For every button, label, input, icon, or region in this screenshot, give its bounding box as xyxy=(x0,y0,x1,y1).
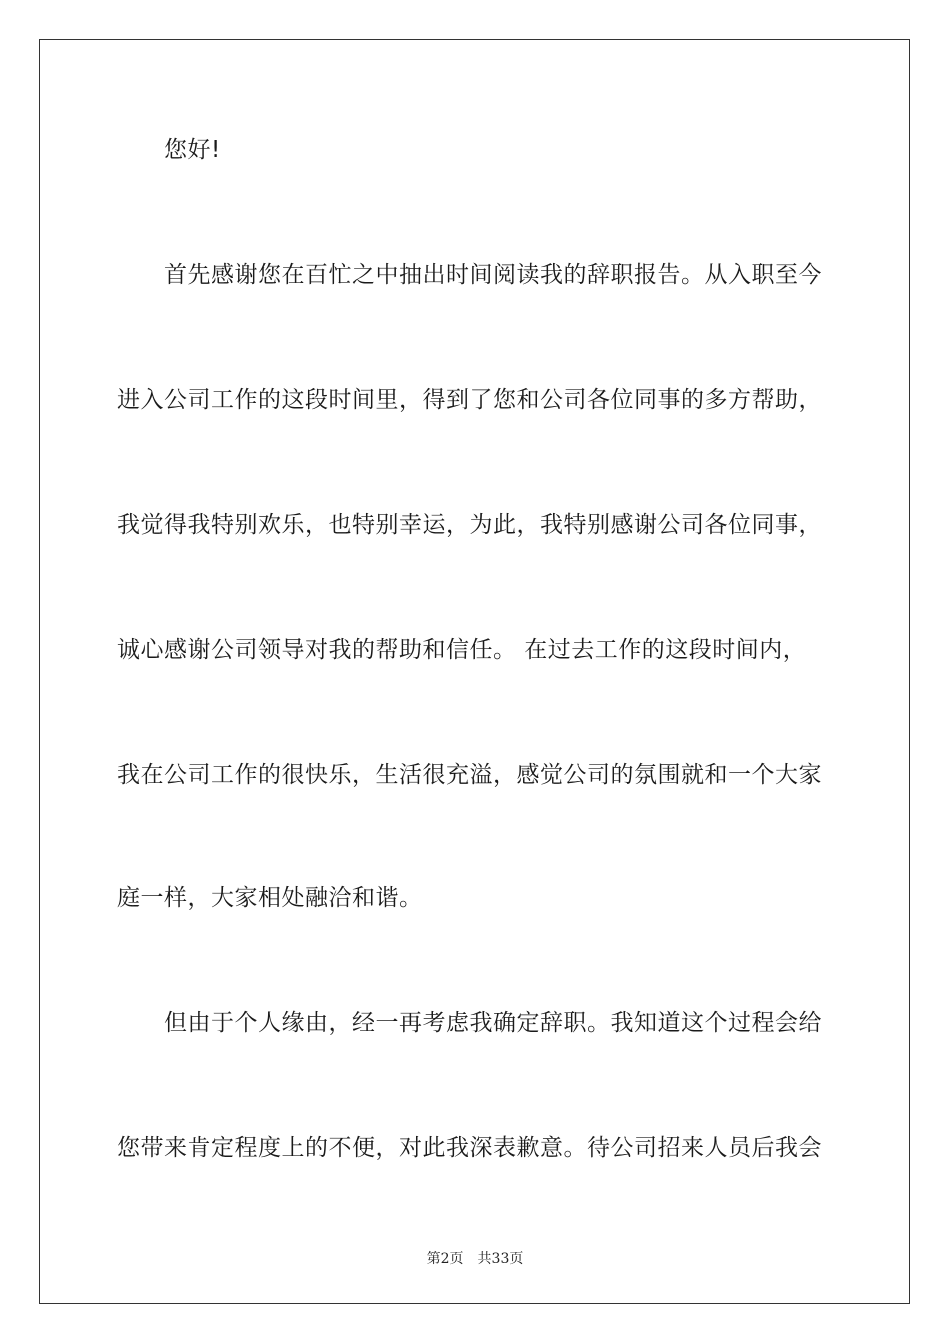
page-footer xyxy=(0,1248,950,1268)
page-total: 共33页 xyxy=(477,1251,524,1267)
paragraph-line-8: 您带来肯定程度上的不便，对此我深表歉意。待公司招来人员后我会 xyxy=(117,1135,822,1161)
paragraph-line-3: 我觉得我特别欢乐，也特别幸运，为此，我特别感谢公司各位同事， xyxy=(117,512,822,538)
paragraph-line-7: 但由于个人缘由，经一再考虑我确定辞职。我知道这个过程会给 xyxy=(164,1010,822,1036)
paragraph-line-1: 首先感谢您在百忙之中抽出时间阅读我的辞职报告。从入职至今 xyxy=(164,262,822,288)
paragraph-line-2: 进入公司工作的这段时间里，得到了您和公司各位同事的多方帮助， xyxy=(117,387,822,413)
paragraph-line-5: 我在公司工作的很快乐，生活很充溢，感觉公司的氛围就和一个大家 xyxy=(117,762,822,788)
paragraph-line-6: 庭一样，大家相处融洽和谐。 xyxy=(117,885,423,911)
paragraph-line-4: 诚心感谢公司领导对我的帮助和信任。 在过去工作的这段时间内， xyxy=(117,637,807,663)
page-number: 第2页 xyxy=(426,1251,464,1267)
greeting-line: 您好! xyxy=(164,137,221,163)
page-frame xyxy=(39,39,910,1304)
